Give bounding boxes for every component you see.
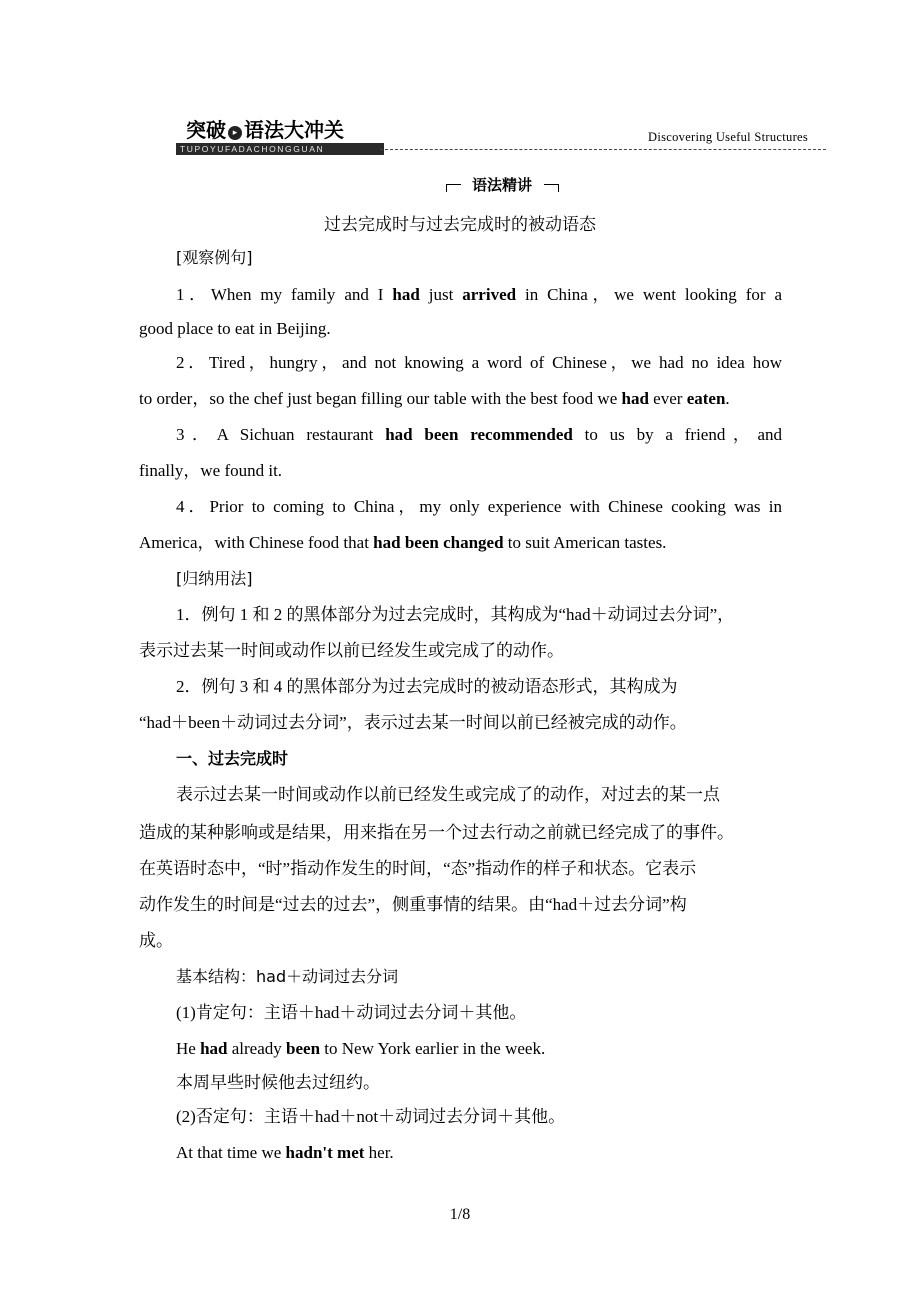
- header-title-left: [186, 118, 344, 142]
- affirmative-example: He had already been to New York earlier in the week.: [176, 1039, 546, 1058]
- arrow-icon: ▸: [228, 126, 242, 140]
- section-label: 语法精讲: [472, 176, 533, 194]
- summary-label: [归纳用法]: [176, 569, 253, 588]
- header-pinyin: TUPOYUFADACHONGGUAN: [180, 144, 325, 154]
- section-bracket-left: [446, 184, 461, 192]
- main-title: 过去完成时与过去完成时的被动语态: [324, 215, 596, 235]
- observe-label: [观察例句]: [176, 248, 253, 267]
- part1-para-line-3: 在英语时态中，“时”指动作发生的时间，“态”指动作的样子和状态。它表示: [139, 859, 697, 878]
- negative-label: (2)否定句：主语＋had＋not＋动词过去分词＋其他。: [176, 1107, 566, 1126]
- summary-2-line-1: 2．例句 3 和 4 的黑体部分为过去完成时的被动语态形式，其构成为: [176, 677, 678, 696]
- affirmative-label: (1)肯定句：主语＋had＋动词过去分词＋其他。: [176, 1003, 527, 1022]
- example-2-line-2: to order，so the chef just began filling our table with the best food we had ever eaten.: [139, 389, 730, 408]
- page-number: 1/8: [449, 1206, 471, 1223]
- summary-1-line-2: 表示过去某一时间或动作以前已经发生或完成了的动作。: [139, 641, 564, 660]
- example-3-line-2: finally，we found it.: [139, 461, 283, 480]
- basic-structure: 基本结构：had＋动词过去分词: [176, 967, 399, 986]
- header-title-right: Discovering Useful Structures: [648, 130, 809, 144]
- part1-para-line-2: 造成的某种影响或是结果，用来指在另一个过去行动之前就已经完成了的事件。: [139, 823, 734, 842]
- part1-para-line-1: 表示过去某一时间或动作以前已经发生或完成了的动作，对过去的某一点: [176, 785, 720, 804]
- summary-1-line-1: 1．例句 1 和 2 的黑体部分为过去完成时，其构成为“had＋动词过去分词”，: [176, 605, 735, 624]
- header-pinyin-bar: [176, 143, 384, 155]
- summary-2-line-2: “had＋been＋动词过去分词”，表示过去某一时间以前已经被完成的动作。: [139, 713, 687, 732]
- example-1-line-1: 1．When my family and I had just arrived in China，we went looking for a: [176, 285, 783, 304]
- example-4-line-1: 4．Prior to coming to China，my only experience with Chinese cooking was in: [176, 497, 782, 516]
- section-bracket-right: [544, 184, 559, 192]
- example-3-line-1: 3．A Sichuan restaurant had been recommended to us by a friend，and: [176, 425, 783, 444]
- header-title-part1: 突破: [186, 118, 226, 142]
- example-1-line-2: good place to eat in Beijing.: [139, 319, 331, 338]
- part1-para-line-5: 成。: [139, 931, 173, 950]
- example-4-line-2: America，with Chinese food that had been changed to suit American tastes.: [139, 533, 667, 552]
- header-title-part2: 语法大冲关: [244, 118, 344, 142]
- example-2-line-1: 2．Tired，hungry，and not knowing a word of Chinese，we had no idea how: [176, 353, 782, 372]
- header-divider: [380, 149, 826, 150]
- affirmative-translation: 本周早些时候他去过纽约。: [176, 1073, 380, 1092]
- part1-para-line-4: 动作发生的时间是“过去的过去”，侧重事情的结果。由“had＋过去分词”构: [139, 895, 687, 914]
- part1-heading: 一、过去完成时: [176, 749, 289, 768]
- negative-example: At that time we hadn't met her.: [176, 1143, 394, 1162]
